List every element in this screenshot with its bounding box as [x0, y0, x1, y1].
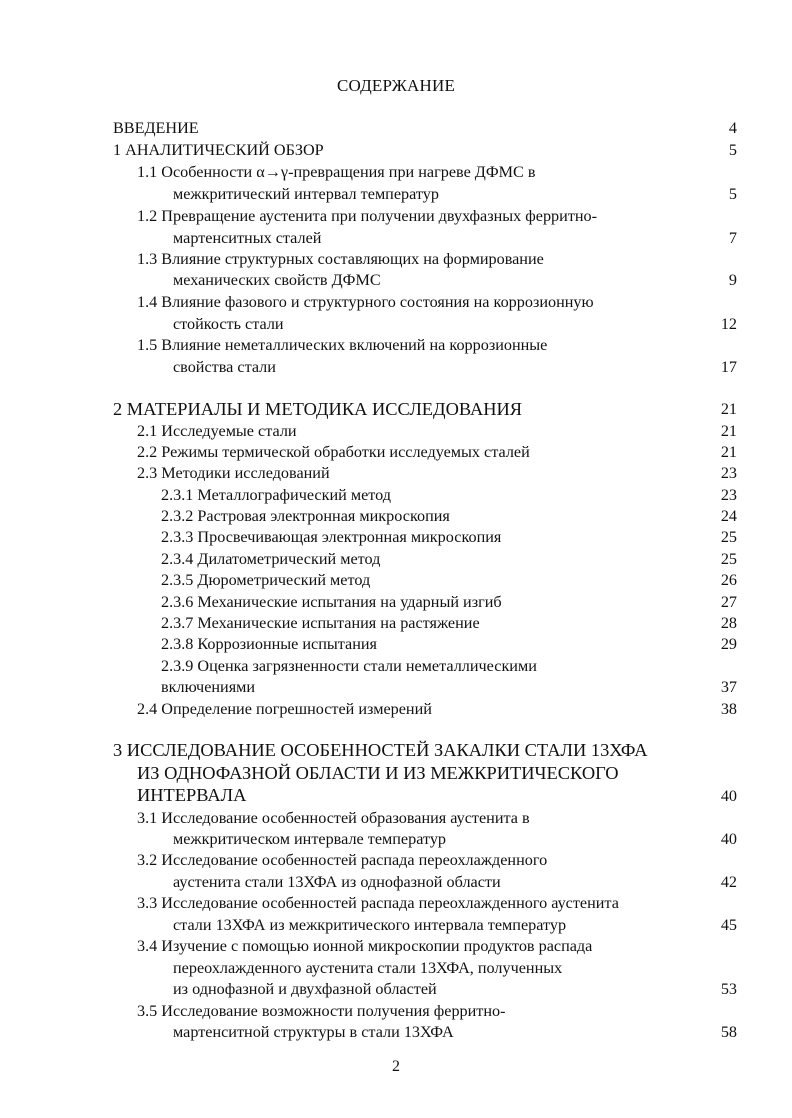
toc-entry-2-3-4: 2.3.4 Дилатометрический метод: [161, 550, 381, 568]
toc-page-number: 23: [720, 464, 737, 482]
toc-entry-chapter-2: 2 МАТЕРИАЛЫ И МЕТОДИКА ИССЛЕДОВАНИЯ: [113, 399, 523, 419]
toc-page-number: 17: [720, 358, 737, 376]
toc-page-number: 45: [720, 916, 737, 934]
toc-entry-3-4-cont: переохлажденного аустенита стали 13ХФА, полученных: [173, 959, 563, 977]
toc-entry-2-3-9: 2.3.9 Оценка загрязненности стали неметаллическими: [161, 657, 537, 675]
toc-entry-2-3-8: 2.3.8 Коррозионные испытания: [161, 635, 377, 653]
toc-page-number: 26: [720, 571, 737, 589]
toc-page-number: 5: [728, 185, 737, 203]
toc-entry-2-3-3: 2.3.3 Просвечивающая электронная микроскопия: [161, 528, 502, 546]
toc-page-number: 40: [720, 787, 737, 805]
toc-entry-1-4-cont: стойкость стали: [173, 315, 284, 333]
toc-entry-1-2-cont: мартенситных сталей: [173, 229, 322, 247]
toc-entry-3-1-cont: межкритическом интервале температур: [173, 830, 447, 848]
toc-page-number: 58: [720, 1023, 737, 1041]
toc-entry-3-1: 3.1 Исследование особенностей образования аустенита в: [137, 809, 530, 827]
toc-entry-3-5-cont: мартенситной структуры в стали 13ХФА: [173, 1023, 454, 1041]
toc-entry-1-1-cont: межкритический интервал температур: [173, 185, 439, 203]
toc-entry-chapter-1: 1 АНАЛИТИЧЕСКИЙ ОБЗОР: [113, 141, 324, 159]
toc-entry-1-1: 1.1 Особенности α→γ-превращения при нагреве ДФМС в: [137, 163, 536, 181]
toc-entry-1-5-cont: свойства стали: [173, 358, 276, 376]
page-number: 2: [392, 1058, 400, 1075]
toc-entry-1-5: 1.5 Влияние неметаллических включений на коррозионные: [137, 336, 548, 354]
toc-page-number: 21: [720, 443, 737, 461]
toc-page-number: 40: [720, 830, 737, 848]
toc-entry-1-4: 1.4 Влияние фазового и структурного состояния на коррозионную: [137, 293, 594, 311]
toc-page-number: 12: [720, 315, 737, 333]
toc-entry-3-3: 3.3 Исследование особенностей распада переохлажденного аустенита: [137, 894, 619, 912]
toc-entry-3-4: 3.4 Изучение с помощью ионной микроскопии продуктов распада: [137, 937, 593, 955]
toc-entry-3-5: 3.5 Исследование возможности получения ферритно-: [137, 1002, 506, 1020]
toc-entry-2-3-1: 2.3.1 Металлографический метод: [161, 486, 392, 504]
toc-entry-1-2: 1.2 Превращение аустенита при получении двухфазных ферритно-: [137, 207, 598, 225]
toc-page-number: 21: [720, 400, 737, 418]
toc-entry-3-4-cont: из однофазной и двухфазной областей: [173, 980, 437, 998]
toc-entry-3-3-cont: стали 13ХФА из межкритического интервала температур: [173, 916, 567, 934]
toc-entry-chapter-3: 3 ИССЛЕДОВАНИЕ ОСОБЕННОСТЕЙ ЗАКАЛКИ СТАЛИ 13ХФА: [113, 740, 648, 760]
toc-page-number: 7: [728, 229, 737, 247]
toc-page-number: 25: [720, 550, 737, 568]
toc-entry-2-3-7: 2.3.7 Механические испытания на растяжение: [161, 614, 480, 632]
toc-entry-2-3: 2.3 Методики исследований: [137, 464, 330, 482]
toc-entry-2-1: 2.1 Исследуемые стали: [137, 422, 297, 440]
toc-page-number: 28: [720, 614, 737, 632]
toc-entry-introduction: ВВЕДЕНИЕ: [113, 119, 199, 137]
toc-page-number: 24: [720, 507, 737, 525]
toc-page-number: 4: [728, 119, 737, 137]
toc-page-number: 9: [728, 271, 737, 289]
toc-entry-3-2-cont: аустенита стали 13ХФА из однофазной области: [173, 873, 501, 891]
toc-page-number: 23: [720, 486, 737, 504]
toc-entry-3-2: 3.2 Исследование особенностей распада переохлажденного: [137, 851, 548, 869]
toc-page-number: 21: [720, 422, 737, 440]
toc-entry-1-3-cont: механических свойств ДФМС: [173, 271, 381, 289]
toc-page-number: 27: [720, 593, 737, 611]
toc-page-number: 25: [720, 528, 737, 546]
toc-title: СОДЕРЖАНИЕ: [336, 76, 456, 95]
toc-entry-2-3-5: 2.3.5 Дюрометрический метод: [161, 571, 371, 589]
toc-entry-1-3: 1.3 Влияние структурных составляющих на формирование: [137, 250, 544, 268]
toc-entry-2-4: 2.4 Определение погрешностей измерений: [137, 700, 432, 718]
toc-entry-2-3-9-cont: включениями: [161, 678, 256, 696]
toc-entry-2-2: 2.2 Режимы термической обработки исследуемых сталей: [137, 443, 530, 461]
toc-entry-chapter-3-cont: ИНТЕРВАЛА: [137, 785, 247, 805]
toc-page-number: 42: [720, 873, 737, 891]
toc-page-number: 53: [720, 980, 737, 998]
toc-page-number: 37: [720, 678, 737, 696]
toc-entry-2-3-6: 2.3.6 Механические испытания на ударный изгиб: [161, 593, 502, 611]
toc-page-number: 29: [720, 635, 737, 653]
toc-entry-2-3-2: 2.3.2 Растровая электронная микроскопия: [161, 507, 450, 525]
toc-entry-chapter-3-cont: ИЗ ОДНОФАЗНОЙ ОБЛАСТИ И ИЗ МЕЖКРИТИЧЕСКОГО: [137, 763, 619, 783]
toc-page-number: 5: [728, 141, 737, 159]
toc-page-number: 38: [720, 700, 737, 718]
